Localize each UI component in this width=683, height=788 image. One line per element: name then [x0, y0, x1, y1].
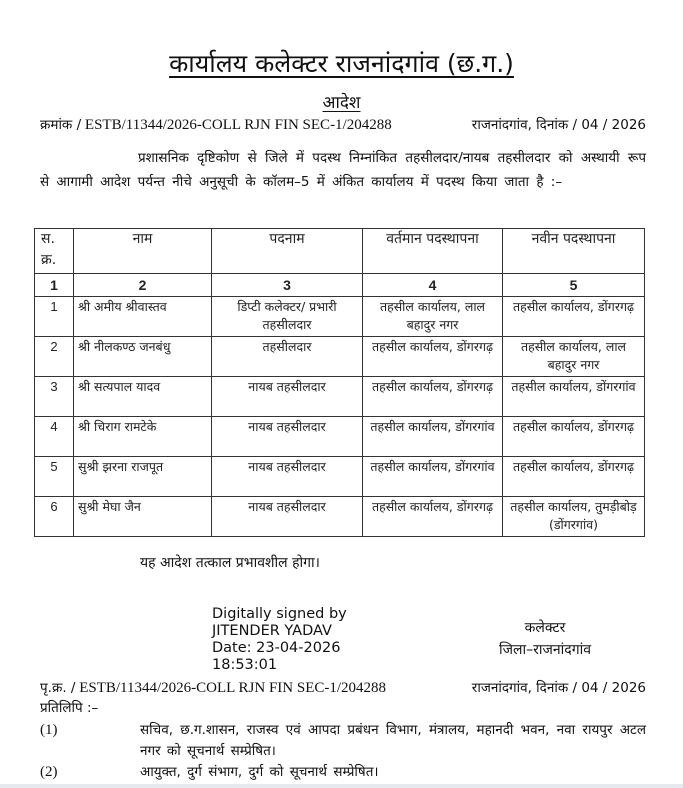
column-number: 3 [212, 274, 363, 297]
column-number: 5 [503, 274, 645, 297]
copy-item [40, 720, 646, 762]
cell-serial: 2 [35, 337, 74, 377]
copy-to-list [40, 720, 646, 783]
header-serial: स. क्र. [35, 229, 74, 274]
cell-name: श्री अमीय श्रीवास्तव [74, 297, 212, 337]
table-row [35, 497, 645, 537]
cell-serial: 6 [35, 497, 74, 537]
signature-line: Digitally signed by [212, 606, 347, 622]
cell-designation: नायब तहसीलदार [212, 497, 363, 537]
cell-designation: तहसीलदार [212, 337, 363, 377]
cell-name: सुश्री मेघा जैन [74, 497, 212, 537]
cell-serial: 5 [35, 457, 74, 497]
signatory-block [470, 617, 620, 661]
cell-designation: नायब तहसीलदार [212, 417, 363, 457]
signature-signer: JITENDER YADAV [212, 623, 332, 639]
header-designation: पदनाम [212, 229, 363, 274]
effect-statement: यह आदेश तत्काल प्रभावशील होगा। [140, 555, 320, 571]
signatory-designation: कलेक्टर [524, 620, 566, 636]
copy-item-text: आयुक्त, दुर्ग संभाग, दुर्ग को सूचनार्थ सम्प्रेषित। [140, 764, 379, 780]
cell-current-posting: तहसील कार्यालय, डोंगरगांव [363, 417, 503, 457]
order-paragraph [40, 146, 646, 194]
order-heading-text: आदेश [322, 93, 361, 113]
reference-line [40, 114, 646, 136]
cell-current-posting: तहसील कार्यालय, डोंगरगांव [363, 457, 503, 497]
reference-code: ESTB/11344/2026-COLL RJN FIN SEC-1/204288 [84, 117, 392, 133]
column-number: 1 [35, 274, 74, 297]
cell-new-posting: तहसील कार्यालय, लाल बहादुर नगर [503, 337, 645, 377]
endorsement-place-date: राजनांदगांव, दिनांक / 04 / 2026 [471, 680, 646, 696]
table-header-row [35, 229, 645, 274]
table-row [35, 417, 645, 457]
cell-name: श्री सत्यपाल यादव [74, 377, 212, 417]
cell-name: श्री चिराग रामटेके [74, 417, 212, 457]
cell-serial: 4 [35, 417, 74, 457]
cell-current-posting: तहसील कार्यालय, डोंगरगढ़ [363, 377, 503, 417]
table-row [35, 297, 645, 337]
posting-schedule-table [34, 228, 645, 537]
column-number-row [35, 274, 645, 297]
endorsement-code: ESTB/11344/2026-COLL RJN FIN SEC-1/204288 [79, 680, 387, 696]
header-current-posting: वर्तमान पदस्थापना [363, 229, 503, 274]
reference-prefix: क्रमांक / [40, 117, 82, 133]
cell-designation: नायब तहसीलदार [212, 457, 363, 497]
cell-new-posting: तहसील कार्यालय, डोंगरगढ़ [503, 297, 645, 337]
signature-date: Date: 23-04-2026 [212, 640, 341, 656]
header-name: नाम [74, 229, 212, 274]
copy-item [40, 762, 646, 783]
order-heading [0, 92, 683, 114]
endorsement-line [40, 677, 646, 699]
copy-to-label: प्रतिलिपि :– [40, 700, 99, 716]
endorsement-prefix: पृ.क्र. / [40, 680, 76, 696]
table-row [35, 337, 645, 377]
cell-new-posting: तहसील कार्यालय, डोंगरगढ़ [503, 417, 645, 457]
cell-serial: 1 [35, 297, 74, 337]
cell-name: सुश्री झरना राजपूत [74, 457, 212, 497]
copy-item-text: सचिव, छ.ग.शासन, राजस्व एवं आपदा प्रबंधन विभाग, मंत्रालय, महानदी भवन, नवा रायपुर अटल नगर को सूचनार्थ सम्प्रेषित। [140, 722, 646, 759]
digital-signature-block [212, 606, 347, 674]
table-row [35, 377, 645, 417]
office-title-text: कार्यालय कलेक्टर राजनांदगांव (छ.ग.) [169, 49, 514, 78]
viewer-bottom-bar [0, 784, 683, 788]
column-number: 2 [74, 274, 212, 297]
cell-current-posting: तहसील कार्यालय, लाल बहादुर नगर [363, 297, 503, 337]
cell-designation: डिप्टी कलेक्टर/ प्रभारी तहसीलदार [212, 297, 363, 337]
column-number: 4 [363, 274, 503, 297]
reference-number [40, 114, 392, 136]
reference-place-date: राजनांदगांव, दिनांक / 04 / 2026 [471, 117, 646, 133]
cell-designation: नायब तहसीलदार [212, 377, 363, 417]
header-new-posting: नवीन पदस्थापना [503, 229, 645, 274]
copy-item-index: (2) [40, 764, 58, 780]
cell-name: श्री नीलकण्ठ जनबंधु [74, 337, 212, 377]
cell-current-posting: तहसील कार्यालय, डोंगरगढ़ [363, 337, 503, 377]
table-row [35, 457, 645, 497]
cell-new-posting: तहसील कार्यालय, तुमड़ीबोड़ (डोंगरगांव) [503, 497, 645, 537]
cell-new-posting: तहसील कार्यालय, डोंगरगढ़ [503, 457, 645, 497]
order-paragraph-text: प्रशासनिक दृष्टिकोण से जिले में पदस्थ निम्नांकित तहसीलदार/नायब तहसीलदार को अस्थायी रूप से आगामी आदेश पर्यन्त नीचे अनुसूची के कॉलम–5 में अंकित कार्यालय में पदस्थ किया जाता है :– [40, 150, 646, 190]
cell-new-posting: तहसील कार्यालय, डोंगरगांव [503, 377, 645, 417]
cell-serial: 3 [35, 377, 74, 417]
cell-current-posting: तहसील कार्यालय, डोंगरगढ़ [363, 497, 503, 537]
signatory-district: जिला–राजनांदगांव [499, 642, 591, 658]
copy-item-index: (1) [40, 722, 58, 738]
office-title [0, 46, 683, 82]
signature-time: 18:53:01 [212, 657, 278, 673]
endorsement-number [40, 677, 386, 699]
